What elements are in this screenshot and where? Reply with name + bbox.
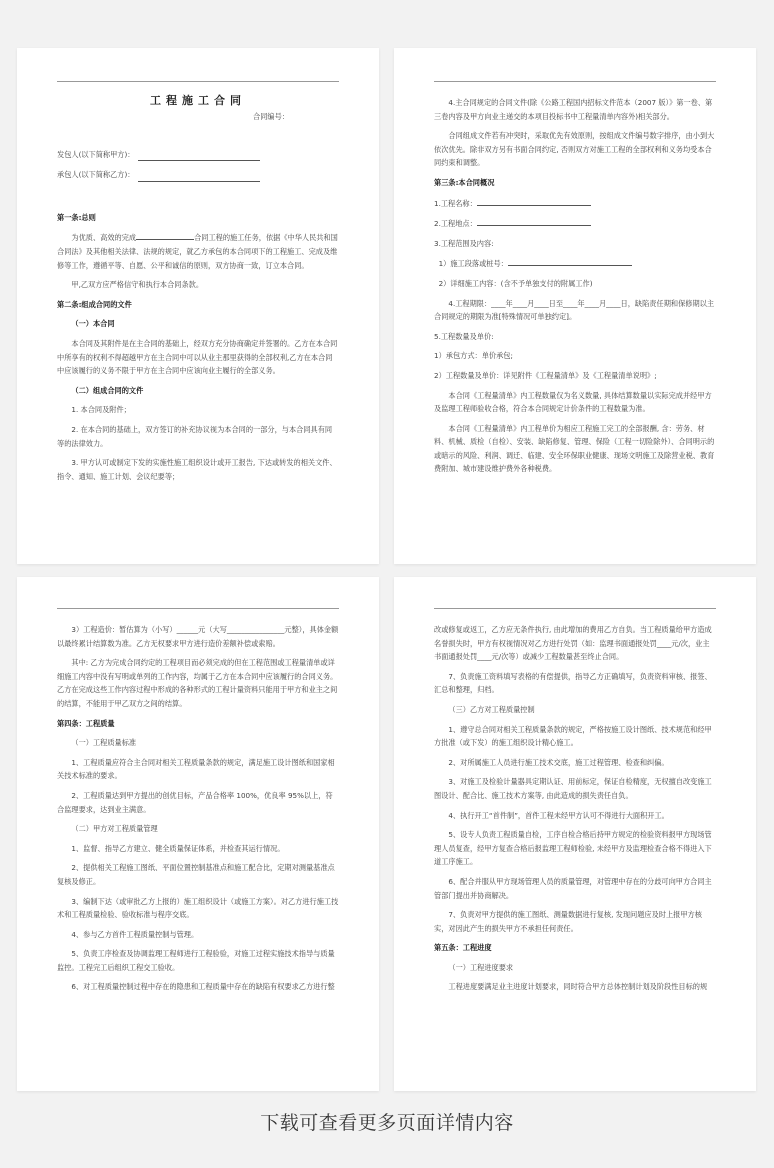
party-b-blank xyxy=(138,171,260,182)
paragraph: 4.工程期限：____年____月____日至____年____月____日，缺陷责任期和保修期以主合同规定的期限为准[特殊情况可单独约定]。 xyxy=(434,298,715,322)
download-more-caption: 下载可查看更多页面详情内容 xyxy=(260,1112,514,1134)
list-item: 3. 甲方认可或制定下发的实施性施工组织设计或开工报告, 下达或转发的相关文件、指令、通知、施工计划、会议纪要等； xyxy=(57,458,337,481)
paragraph: 本合同《工程量清单》内工程数量仅为名义数量, 具体结算数量以实际完成并经甲方及监理工程师验收合格，符合本合同规定计价条件的工程数量为准。 xyxy=(434,390,712,414)
party-a-blank xyxy=(138,150,260,161)
paragraph: 本合同及其附件是在主合同的基础上，经双方充分协商确定并签署的。乙方在本合同中所享有的权利不得超越甲方在主合同中可以从业主那里获得的全部权利,乙方在本合同中应该履行的义务不限于甲方在主合同中应该向业主履行的全部义务。 xyxy=(57,338,338,376)
project-name-blank xyxy=(136,230,194,240)
list-item: 2、对所属施工人员进行施工技术交底，施工过程管理、检查和纠偏。 xyxy=(448,757,669,767)
list-item: 3、编制下达（或审批乙方上报的）施工组织设计（或施工方案）。对乙方进行施工技术和工程质量检验、验收标准与程序交底。 xyxy=(57,896,339,920)
paragraph: 为优质、高效的完成 合同工程的施工任务，依据《中华人民共和国合同法》及其他相关法律、法规的规定，就乙方承包的本合同项下的工程施工、完成及维修等工作，遵循平等、自愿、公平和诚信的原则，双方协商一致，订立本合同。 xyxy=(57,230,339,272)
document-page-4 xyxy=(394,577,756,1091)
document-page-1 xyxy=(17,48,379,564)
section-heading: 第四条：工程质量 xyxy=(57,718,115,728)
subsection-heading: （一）工程质量标准 xyxy=(71,738,137,748)
paragraph: 甲,乙双方应严格信守和执行本合同条款。 xyxy=(71,280,204,290)
page-top-rule xyxy=(57,608,339,609)
list-item: 5、设专人负责工程质量自检，工序自检合格后持甲方规定的检验资料报甲方现场管理人员复查，经甲方复查合格后报监理工程师检验, 未经甲方及监理检查合格不得进入下道工序施工。 xyxy=(434,830,712,867)
list-item: 6、对工程质量控制过程中存在的隐患和工程质量中存在的缺陷有权要求乙方进行整 xyxy=(71,982,335,992)
document-page-3 xyxy=(17,577,379,1091)
list-item: 6、配合并服从甲方现场管理人员的质量管理，对管理中存在的分歧可向甲方合同主管部门提出并协商解决。 xyxy=(434,876,712,900)
party-b-field xyxy=(57,168,339,182)
section-stake-field: 1）施工段落或桩号： xyxy=(434,256,716,271)
list-item: 1、工程质量应符合主合同对相关工程质量条款的规定，满足施工设计图纸和国家相关技术标准的要求。 xyxy=(57,757,335,781)
list-item: 5、负责工序检查及协调监理工程师进行工程验验，对施工过程实施技术指导与质量监控。工程完工后组织工程交工验收。 xyxy=(57,949,335,972)
list-item: 1、监督、指导乙方建立、健全质量保证体系，并检查其运行情况。 xyxy=(71,843,285,853)
list-item: 5.工程数量及单价: xyxy=(434,331,494,341)
subsection-heading: （一）工程进度要求 xyxy=(448,962,514,972)
list-item: 2. 在本合同的基础上，双方签订的补充协议视为本合同的一部分，与本合同具有同等的法律效力。 xyxy=(57,424,333,448)
document-title: 工程施工合同 xyxy=(150,94,246,107)
paragraph: 工程进度要满足业主进度计划要求，同时符合甲方总体控制计划及阶段性目标的规 xyxy=(448,982,708,992)
paragraph: 4.主合同规定的合同文件(除《公路工程国内招标文件范本（2007 版）》第一卷、第三卷内容及甲方向业主递交的本项目投标书中工程量清单内容外)相关部分。 xyxy=(434,98,713,121)
list-item: 7、负责对甲方提供的施工图纸、测量数据进行复核, 发现问题应及时上报甲方核实，对因此产生的损失甲方不承担任何责任。 xyxy=(434,910,702,933)
subsection-heading: （三）乙方对工程质量控制 xyxy=(448,704,535,714)
page-top-rule xyxy=(434,81,716,82)
list-item: 3、对施工及检验计量器具定期认证、用前标定，保证自检精度，无权擅自改变施工图设计、配合比、施工技术方案等, 由此造成的损失责任自负。 xyxy=(434,777,712,800)
subsection-heading: （二）甲方对工程质量管理 xyxy=(71,824,158,834)
list-item: 2、提供相关工程施工图纸、平面位置控制基准点和施工配合比，定期对测量基准点复核及修正。 xyxy=(57,863,335,886)
document-page-2 xyxy=(394,48,756,564)
section-heading: 第二条:组成合同的文件 xyxy=(57,299,132,309)
subsection-heading: （二）组成合同的文件 xyxy=(71,385,144,395)
paragraph: 改或修复或返工，乙方应无条件执行, 由此增加的费用乙方自负。当工程质量给甲方造成名誉损失时，甲方有权视情况对乙方进行处罚（如：监理书面通报处罚____元/次，业主书面通报处罚____元/次等）或减少工程数量甚至终止合同。 xyxy=(434,625,712,662)
contract-number-label: 合同编号： xyxy=(253,112,289,121)
section-heading: 第一条:总则 xyxy=(57,212,96,222)
page-top-rule xyxy=(57,81,339,82)
list-item: 7、负责施工资料填写表格的有偿提供，指导乙方正确填写，负责资料审核、报签、汇总和整理，归档。 xyxy=(434,671,712,695)
subsection-heading: （一）本合同 xyxy=(71,319,115,329)
section-heading: 第五条：工程进度 xyxy=(434,943,492,953)
list-item: 2、工程质量达到甲方提出的创优目标，产品合格率 100%，优良率 95%以上，符合监理要求，达到业主满意。 xyxy=(57,790,333,814)
project-location-field: 2.工程地点： xyxy=(434,216,716,231)
list-item: 1）承包方式：单价承包; xyxy=(434,351,513,361)
section-heading: 第三条:本合同概况 xyxy=(434,177,495,187)
list-item: 4、参与乙方首件工程质量控制与管理。 xyxy=(71,929,199,939)
list-item: 2）工程数量及单价：详见附件《工程量清单》及《工程量清单说明》; xyxy=(434,370,657,380)
page-top-rule xyxy=(434,608,716,609)
paragraph: 合同组成文件若有冲突时，采取优先有效原则，按组成文件编号数字排序，由小到大依次优先。除非双方另有书面合同约定, 否则双方对施工工程的全部权利和义务均受本合同约束和调整。 xyxy=(434,131,715,168)
list-item: 1. 本合同及附件； xyxy=(71,405,131,415)
paragraph: 3）工程造价：暂估算为（小写）______元（大写________________元整），具体金额以最终累计结算数为准。乙方无权要求甲方进行造价差额补偿或索赔。 xyxy=(57,625,339,648)
list-item: 3.工程范围及内容: xyxy=(434,238,494,248)
paragraph: 其中: 乙方为完成合同约定的工程项目而必须完成的但在工程范围或工程量清单或详细施工内容中没有写明或单列的工作内容，均属于乙方在本合同中应该履行的合同义务。乙方在完成这些工作内容过程中形成的各种形式的工程计量资料只能用于甲方和业主之间的结算，不能用于甲乙双方之间的结算。 xyxy=(57,658,338,708)
party-b-label: 承包人(以下简称乙方)： xyxy=(57,170,135,180)
party-a-label: 发包人(以下简称甲方)： xyxy=(57,149,135,159)
project-name-field: 1.工程名称： xyxy=(434,196,716,211)
party-a-field xyxy=(57,148,339,162)
paragraph: 本合同《工程量清单》内工程单价为相应工程施工完工的全部报酬, 含：劳务、材料、机械、质检（自检）、安装、缺陷修复、管理、保险（工程一切险除外）、合同明示的或暗示的风险、利润、调迁、临建、安全环保职业健康、现场文明施工及除营业税、教育费附加、城市建设维护费外各种税费。 xyxy=(434,423,715,474)
list-item: 4、执行开工“首件制”，首件工程未经甲方认可不得进行大面积开工。 xyxy=(448,810,669,820)
list-item: 2）详细施工内容：(含不予单独支付的附属工作) xyxy=(438,278,593,288)
list-item: 1、遵守总合同对相关工程质量条款的规定，严格按施工设计图纸、技术规范和经甲方批准（或下发）的施工组织设计精心施工。 xyxy=(434,724,712,748)
